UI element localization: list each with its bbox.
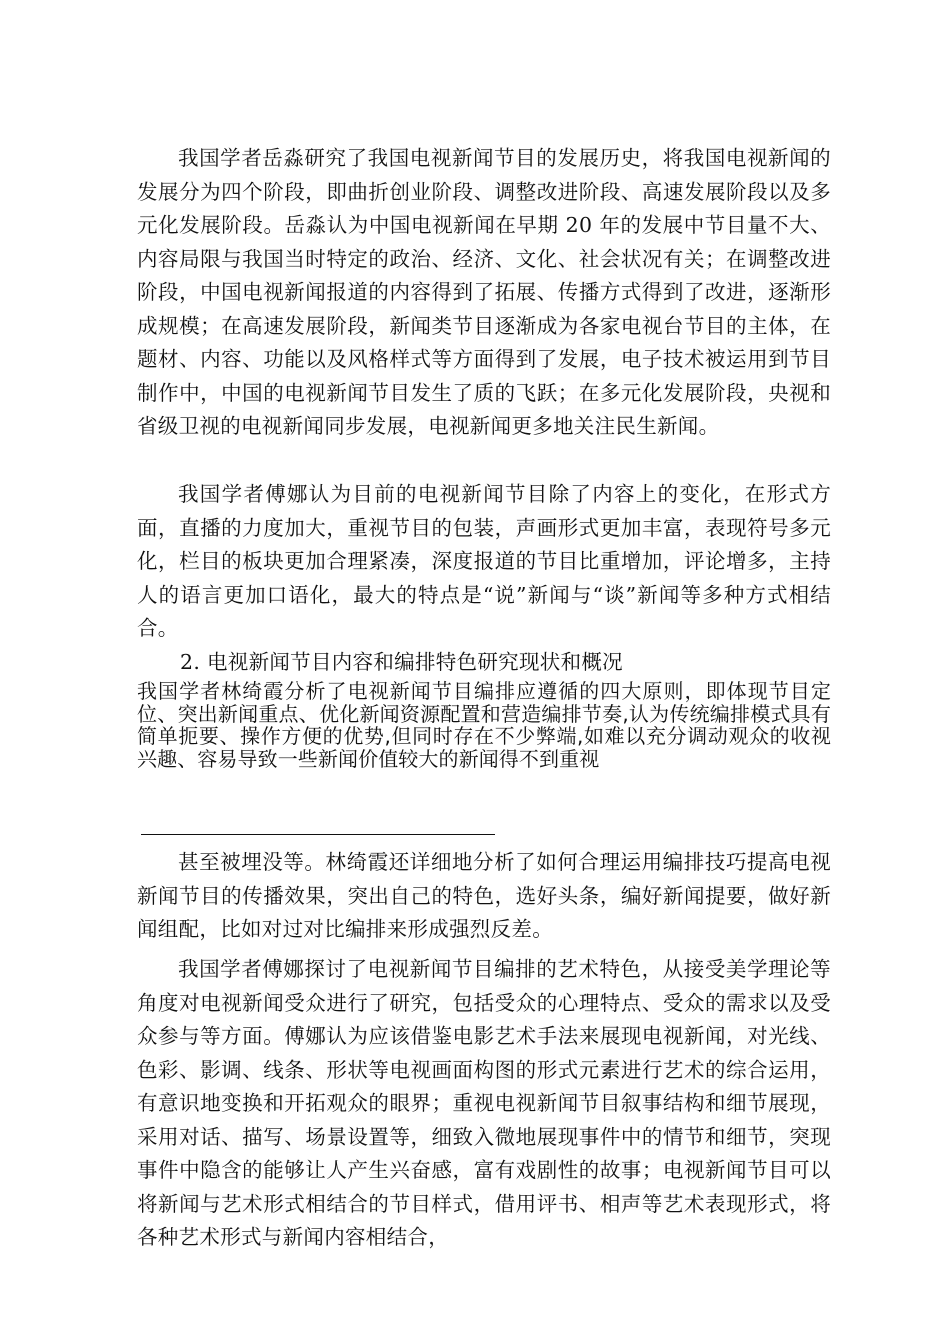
paragraph-fu-na-form: 我国学者傅娜认为目前的电视新闻节目除了内容上的变化，在形式方面，直播的力度加大，重视节目的包装，声画形式更加丰富，表现符号多元化，栏目的板块更加合理紧凑，深度报道的节目比重增加，评论增多，主持人的语言更加口语化，最大的特点是“说”新闻与“谈”新闻等多种方式相结合。 xyxy=(137,482,831,640)
footnote-separator xyxy=(141,834,495,835)
paragraph-lin-qixia-continued: 甚至被埋没等。林绮霞还详细地分析了如何合理运用编排技巧提高电视新闻节目的传播效果，突出自己的特色，选好头条，编好新闻提要，做好新闻组配，比如对过对比编排来形成强烈反差。 xyxy=(137,850,831,941)
paragraph-fu-na-art: 我国学者傅娜探讨了电视新闻节目编排的艺术特色，从接受美学理论等角度对电视新闻受众进行了研究，包括受众的心理特点、受众的需求以及受众参与等方面。傅娜认为应该借鉴电影艺术手法来展现电视新闻，对光线、色彩、影调、线条、形状等电视画面构图的形式元素进行艺术的综合运用，有意识地变换和开拓观众的眼界；重视电视新闻节目叙事结构和细节展现，采用对话、描写、场景设置等，细致入微地展现事件中的情节和细节，突现事件中隐含的能够让人产生兴奋感，富有戏剧性的故事；电视新闻节目可以将新闻与艺术形式相结合的节目样式，借用评书、相声等艺术表现形式，将各种艺术形式与新闻内容相结合， xyxy=(137,957,831,1249)
paragraph-yue-miao: 我国学者岳淼研究了我国电视新闻节目的发展历史，将我国电视新闻的发展分为四个阶段，即曲折创业阶段、调整改进阶段、高速发展阶段以及多元化发展阶段。岳淼认为中国电视新闻在早期 20 年的发展中节目量不大、内容局限与我国当时特定的政治、经济、文化、社会状况有关；在调整改进阶段，中国电视新闻报道的内容得到了拓展、传播方式得到了改进，逐渐形成规模；在高速发展阶段，新闻类节目逐渐成为各家电视台节目的主体，在题材、内容、功能以及风格样式等方面得到了发展，电子技术被运用到节目制作中，中国的电视新闻节目发生了质的飞跃；在多元化发展阶段，央视和省级卫视的电视新闻同步发展，电视新闻更多地关注民生新闻。 xyxy=(137,146,831,438)
section-heading: 2. 电视新闻节目内容和编排特色研究现状和概况 xyxy=(180,650,623,674)
paragraph-lin-qixia: 我国学者林绮霞分析了电视新闻节目编排应遵循的四大原则，即体现节目定位、突出新闻重点、优化新闻资源配置和营造编排节奏,认为传统编排模式具有简单扼要、操作方便的优势,但同时存在不少弊端,如难以充分调动观众的收视兴趣、容易导致一些新闻价值较大的新闻得不到重视 xyxy=(137,679,831,771)
